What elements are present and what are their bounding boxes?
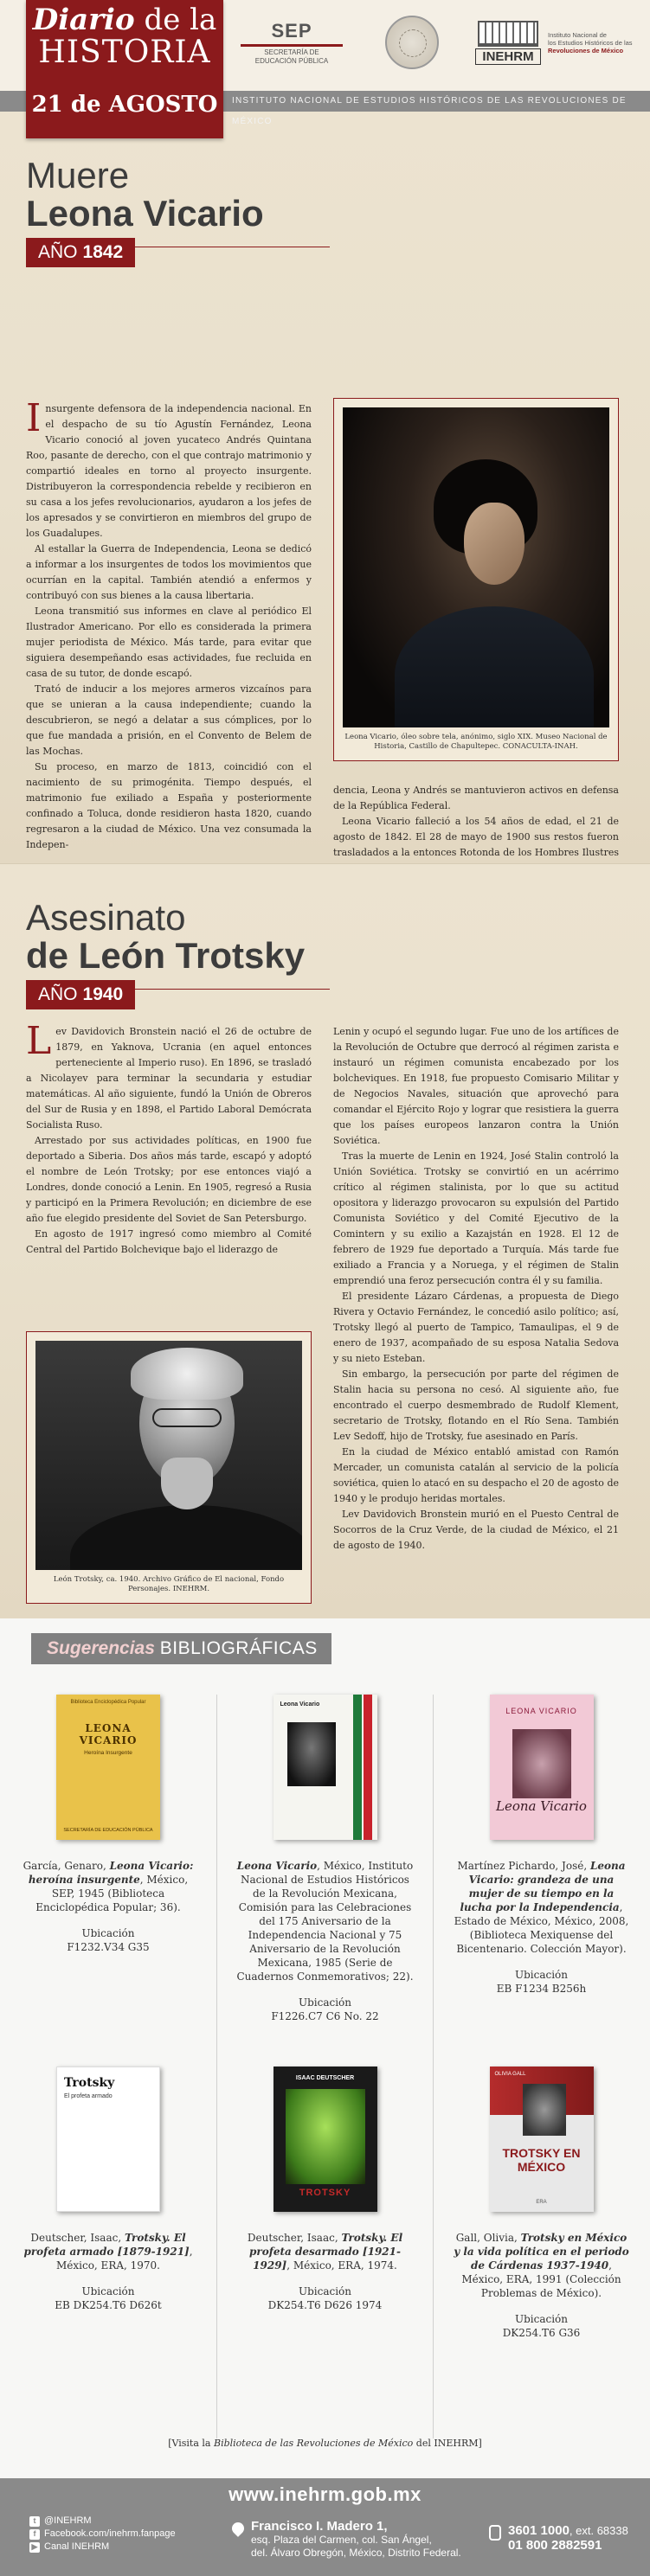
sep-name: SEP xyxy=(271,19,312,42)
article-title xyxy=(0,899,650,975)
paragraph: Leona transmitió sus informes en clave al periódico El Ilustrador Americano. Por ello es considerada la primera mujer periodista de México. Más tarde, para evitar que siguiera desempeñando esas actividades, fue recluida en casa de su tutor, de donde escapó. xyxy=(26,606,312,679)
paragraph: dencia, Leona y Andrés se mantuvieron activos en defensa de la República Federal. xyxy=(333,785,619,811)
dropcap: I xyxy=(26,396,42,440)
page-footer xyxy=(0,2478,650,2576)
building-icon xyxy=(478,21,538,47)
paragraph: Insurgente defensora de la independencia nacional. En el despacho de su tío Agustín Fernández, Leona Vicario conoció al joven yucateco Andrés Quintana Roo, pasante de derecho, con el que contrajo matrimonio y compartió ideales en torno al proyecto insurgente. Distribuyeron la correspondencia rebelde y recibieron en su casa a los jefes revolucionarios, ayudaron a los jefes de los apresados y se convirtieron en miembros del grupo de los Guadalupes. xyxy=(26,396,312,539)
website-link[interactable]: www.inehrm.gob.mx xyxy=(228,2483,422,2505)
article-leon-trotsky xyxy=(0,863,650,1618)
bibliography-section xyxy=(0,1618,650,2478)
masthead-diario: Diario xyxy=(32,3,135,37)
inehrm-logo[interactable] xyxy=(475,21,643,65)
portrait-frame xyxy=(26,1331,312,1604)
book-location: Ubicación EB DK254.T6 D626t xyxy=(55,2285,162,2311)
paragraph: En la ciudad de México entabló amistad con Ramón Mercader, un comunista catalán al servicio de la policía soviética, quien lo atacó en su despacho el 20 de agosto de 1940 y le produjo heridas mortales. xyxy=(333,1446,619,1504)
bibliography-heading: Sugerencias BIBLIOGRÁFICAS xyxy=(31,1633,331,1664)
address-block: Francisco I. Madero 1, esq. Plaza del Carmen, col. San Ángel, del. Álvaro Obregón, México, Distrito Federal. xyxy=(232,2520,461,2560)
book-item[interactable] xyxy=(0,2067,216,2438)
masthead-de-la: de la xyxy=(144,3,217,37)
paragraph: Sin embargo, la persecución por parte del régimen de Stalin hacia su persona no cesó. Al siguiente año, fue encontrado el cuerpo desmembrado de Rudolf Klement, secretario de Trotsky, flotando en el Río Sena. También Lev Sedoff, hijo de Trotsky, fue asesinado en París. xyxy=(333,1368,619,1442)
book-row xyxy=(0,2067,650,2438)
year-value: 1940 xyxy=(82,984,124,1004)
leon-trotsky-portrait xyxy=(35,1341,302,1570)
book-location: Ubicación F1226.C7 C6 No. 22 xyxy=(271,1996,379,2022)
date-month: de AGOSTO xyxy=(70,92,218,118)
book-cover[interactable]: OLIVIA GALL TROTSKY EN MÉXICO ERA xyxy=(490,2067,594,2212)
book-reference: García, Genaro, Leona Vicario: heroína insurgente, México, SEP, 1945 (Biblioteca Enciclopédica Popular; 36). xyxy=(23,1860,194,1913)
inehrm-full-name: Instituto Nacional de los Estudios Históricos de las Revoluciones de México xyxy=(548,30,633,54)
national-seal-icon xyxy=(385,16,439,69)
book-grid xyxy=(0,1695,650,2438)
phone-icon xyxy=(489,2525,501,2541)
facebook-link[interactable]: f Facebook.com/inehrm.fanpage xyxy=(29,2528,176,2541)
masthead-date xyxy=(26,92,223,118)
year-row xyxy=(0,980,650,1009)
book-cover[interactable]: ISAAC DEUTSCHER TROTSKY xyxy=(274,2067,377,2212)
book-row xyxy=(0,1695,650,2067)
paragraph: Leona Vicario falleció a los 54 años de edad, el 21 de agosto de 1842. El 28 de mayo de 1900 sus restos fueron trasladados a la entonces Rotonda de los Hombres Ilustres xyxy=(333,816,619,858)
dropcap: L xyxy=(26,1019,52,1063)
book-cover[interactable]: Biblioteca Enciclopédica Popular LEONA VICARIO Heroína Insurgente SECRETARÍA DE EDUCACIÓN PÚBLICA xyxy=(56,1695,160,1840)
leona-vicario-portrait xyxy=(343,407,609,727)
facebook-icon: f xyxy=(29,2529,40,2540)
book-location: Ubicación DK254.T6 G36 xyxy=(502,2313,581,2339)
book-item[interactable] xyxy=(433,1695,649,2067)
twitter-icon: t xyxy=(29,2516,40,2527)
paragraph: En agosto de 1917 ingresó como miembro al Comité Central del Partido Bolchevique bajo el liderazgo de xyxy=(26,1228,312,1255)
youtube-link[interactable]: ▶ Canal INEHRM xyxy=(29,2541,176,2554)
photo-caption: León Trotsky, ca. 1940. Archivo Gráfico de El nacional, Fondo Personajes. INEHRM. xyxy=(53,1575,285,1593)
location-pin-icon xyxy=(229,2520,247,2537)
article-left-column xyxy=(26,396,312,853)
title-line-2: Leona Vicario xyxy=(26,193,264,234)
paragraph: Arrestado por sus actividades políticas, en 1900 fue deportado a Siberia. Dos años más tarde, escapó y adoptó el nombre de León Trotsky; por ese entonces viajó a Londres, donde conoció a Lenin. En 1905, regresó a Rusia y participó en la Primera Revolución; en diciembre de ese año fue elegido presidente del Soviet de San Petersburgo. xyxy=(26,1135,312,1224)
article-leona-vicario xyxy=(0,112,650,863)
book-cover[interactable]: Leona Vicario xyxy=(274,1695,377,1840)
year-badge: AÑO 1842 xyxy=(26,238,135,267)
year-badge: AÑO 1940 xyxy=(26,980,135,1009)
article-right-column xyxy=(333,1024,619,1554)
sep-subtitle: SECRETARÍA DE EDUCACIÓN PÚBLICA xyxy=(254,48,329,65)
inehrm-mark xyxy=(475,21,541,65)
book-reference: Gall, Olivia, Trotsky en México y la vida política en el periodo de Cárdenas 1937-1940, México, ERA, 1991 (Colección Problemas de México). xyxy=(454,2232,629,2299)
paragraph: Su proceso, en marzo de 1813, coincidió con el nacimiento de su primogénita. Tiempo después, el matrimonio fue exiliado a España y posteriormente confinado a Toluca, donde residieron hasta 1820, cuando regresaron a la ciudad de México. Una vez consumada la Indepen- xyxy=(26,761,312,850)
social-links xyxy=(29,2515,176,2554)
library-visit-note[interactable]: [Visita la Biblioteca de las Revoluciones de México del INEHRM] xyxy=(168,2438,482,2449)
phone-block: 3601 1000, ext. 68338 01 800 2882591 xyxy=(489,2523,628,2553)
paragraph: Al estallar la Guerra de Independencia, Leona se dedicó a informar a los insurgentes de todos los movimientos que ocurrían en la capital. También atendió a enfermos y contribuyó con sus bienes a la causa libertaria. xyxy=(26,543,312,601)
title-line-2: de León Trotsky xyxy=(26,935,306,976)
year-value: 1842 xyxy=(82,242,124,262)
sep-logo[interactable] xyxy=(235,20,348,66)
paragraph: Lev Davidovich Bronstein murió en el Puesto Central de Socorros de la Cruz Verde, de la ciudad de México, el 21 de agosto de 1940. xyxy=(333,1509,619,1551)
inehrm-word: INEHRM xyxy=(475,48,541,65)
sep-bar xyxy=(241,44,343,47)
book-reference: Deutscher, Isaac, Trotsky. El profeta armado [1879-1921], México, ERA, 1970. xyxy=(23,2232,193,2272)
book-location: Ubicación EB F1234 B256h xyxy=(496,1969,587,1995)
book-item[interactable] xyxy=(433,2067,649,2438)
book-item[interactable] xyxy=(216,1695,433,2067)
book-location: Ubicación F1232.V34 G35 xyxy=(67,1927,150,1953)
book-item[interactable] xyxy=(216,2067,433,2438)
title-line-1: Muere xyxy=(26,155,130,195)
photo-caption: Leona Vicario, óleo sobre tela, anónimo, siglo XIX. Museo Nacional de Historia, Castillo de Chapultepec. CONACULTA-INAH. xyxy=(344,733,608,751)
article-left-column xyxy=(26,1019,312,1258)
photo-block xyxy=(333,398,619,761)
twitter-link[interactable]: t @INEHRM xyxy=(29,2515,176,2528)
paragraph: El presidente Lázaro Cárdenas, a propuesta de Diego Rivera y Octavio Fernández, le concedió asilo político; así, Trotsky llegó al puerto de Tampico, Tamaulipas, el 9 de enero de 1937, acompañado de su esposa Natalia Sedova y su nieto Esteban. xyxy=(333,1291,619,1364)
institute-bar: INSTITUTO NACIONAL DE ESTUDIOS HISTÓRICOS DE LAS REVOLUCIONES DE MÉXICO xyxy=(0,91,650,112)
book-reference: Leona Vicario, México, Instituto Nacional de Estudios Históricos de la Revolución Mexicana, Comisión para las Celebraciones del 175 Aniversario de la Independencia Nacional y 75 Aniversario de la Revolución Mexicana, 1985 (Serie de Cuadernos Conmemorativos; 22). xyxy=(236,1860,414,1983)
book-reference: Deutscher, Isaac, Trotsky. El profeta desarmado [1921-1929], México, ERA, 1974. xyxy=(247,2232,403,2272)
book-cover[interactable]: Trotsky El profeta armado xyxy=(56,2067,160,2212)
book-location: Ubicación DK254.T6 D626 1974 xyxy=(267,2285,383,2311)
date-day: 21 xyxy=(31,92,63,118)
logo-strip xyxy=(235,16,643,69)
masthead-historia: HISTORIA xyxy=(38,35,211,70)
paragraph: Lenin y ocupó el segundo lugar. Fue uno de los artífices de la Revolución de Octubre que derrocó al régimen zarista e instauró un régimen comunista encabezado por los bolcheviques. En 1918, fue propuesto Comisario Militar y de Negocios Navales, situación que aprovechó para comandar el Ejército Rojo y lograr que resistiera la guerra que los países europeos lanzaron contra la Unión Soviética. xyxy=(333,1026,619,1146)
title-line-1: Asesinato xyxy=(26,897,186,938)
year-row xyxy=(0,238,650,267)
book-cover[interactable]: LEONA VICARIO Leona Vicario xyxy=(490,1695,594,1840)
youtube-icon: ▶ xyxy=(29,2542,40,2553)
photo-block xyxy=(26,1331,312,1604)
paragraph: Trató de inducir a los mejores armeros vizcaínos para que se unieran a la causa independiente; cuando la descubrieron, se negó a delatar a sus cómplices, por lo que fue mandada a prisión, en el Convento de Belem de las Mochas. xyxy=(26,683,312,757)
masthead xyxy=(26,0,223,138)
paragraph: Tras la muerte de Lenin en 1924, José Stalin controló la Unión Soviética. Trotsky se convirtió en un acérrimo crítico al régimen stalinista, por lo que su actitud opositora y liderazgo provocaron su expulsión del Partido Comunista Soviético y del Comité Ejecutivo de la Comintern y su exilio a Kazajstán en 1928. El 12 de febrero de 1929 fue deportado a Turquía. Más tarde fue exiliado a Francia y a Noruega, y el régimen de Stalin emprendió una feroz persecución contra él y su familia. xyxy=(333,1150,619,1286)
book-reference: Martínez Pichardo, José, Leona Vicario: grandeza de una mujer de su tiempo en la lucha por la Independencia, Estado de México, México, 2008, (Biblioteca Mexiquense del Bicentenario. Colección Mayor). xyxy=(454,1860,629,1955)
book-item[interactable] xyxy=(0,1695,216,2067)
paragraph: Lev Davidovich Bronstein nació el 26 de octubre de 1879, en Yaknova, Ucrania (en aquel entonces perteneciente al Imperio ruso). En 1896, se trasladó a Nicolayev para terminar la secundaria y estudiar matemáticas. Al año siguiente, fundó la Unión de Obreros del Sur de Rusia y en 1898, el Partido Laboral Demócrata Socialista Ruso. xyxy=(26,1019,312,1131)
article-title xyxy=(0,157,650,233)
portrait-frame xyxy=(333,398,619,761)
